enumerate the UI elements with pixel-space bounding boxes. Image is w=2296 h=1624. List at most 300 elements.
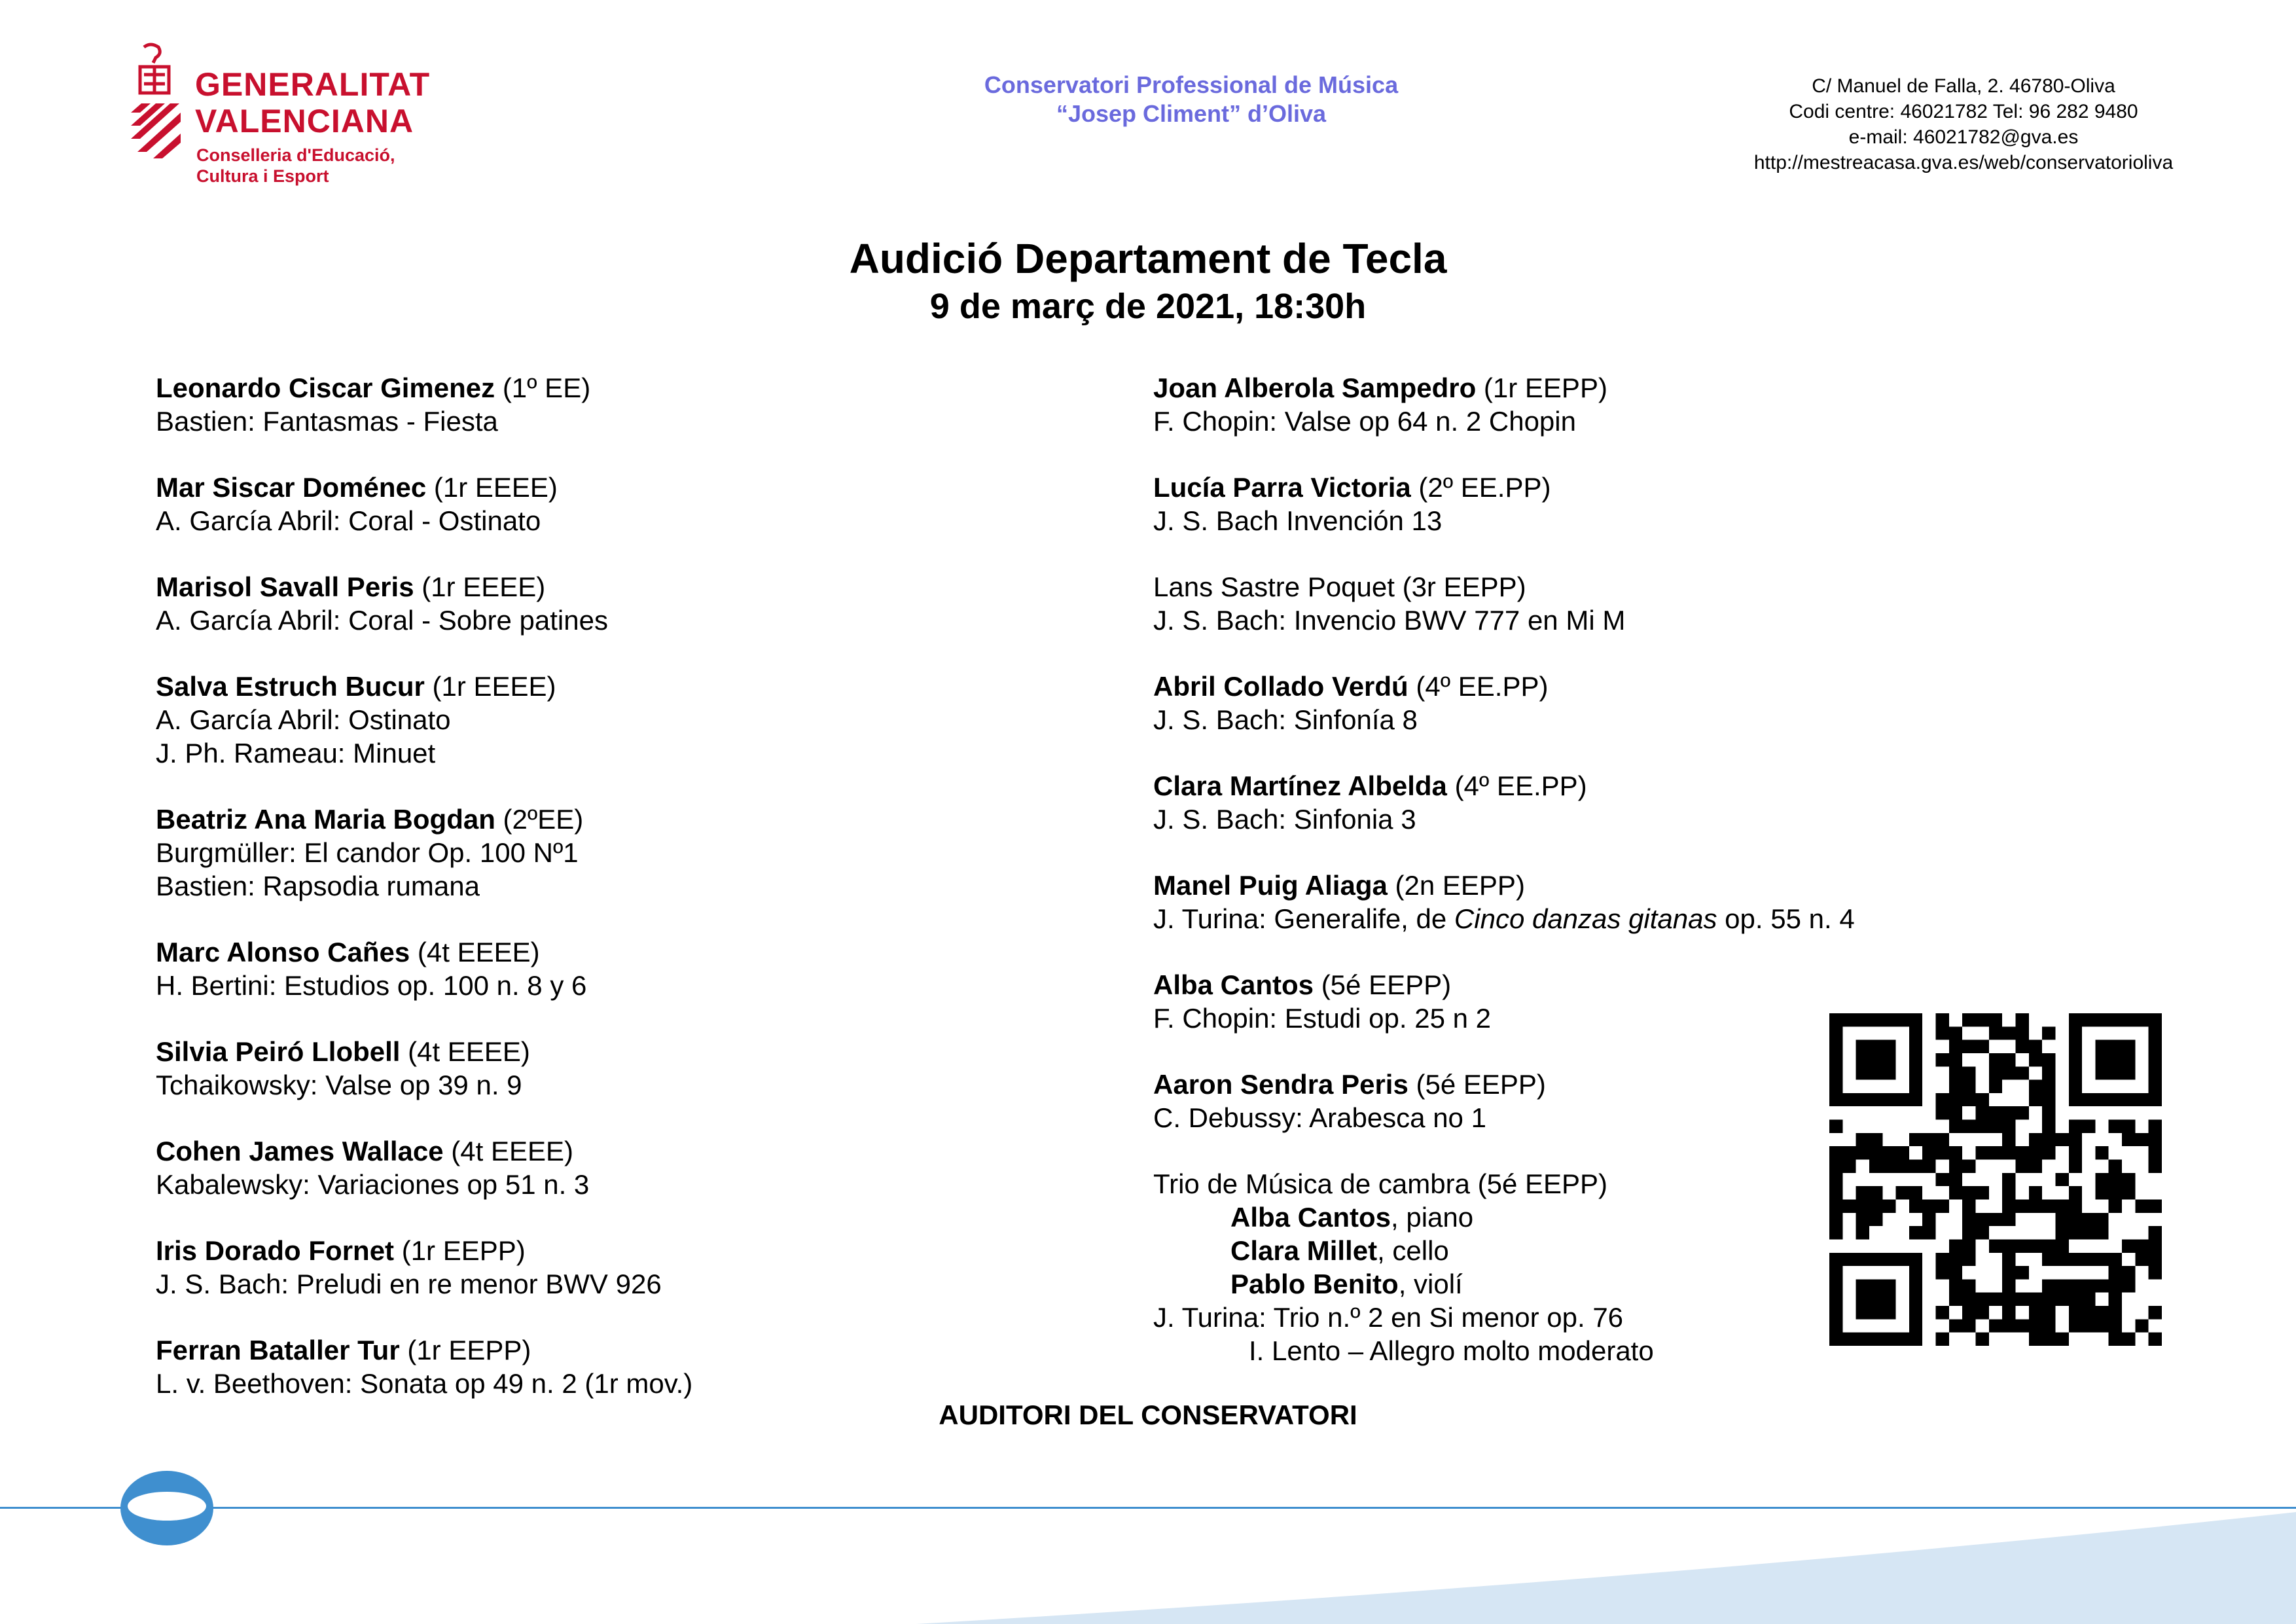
qr-module: [1829, 1120, 1842, 1133]
performer-line: [1153, 670, 2135, 703]
work-title-italic: Cinco danzas gitanas: [1454, 903, 1717, 934]
qr-module: [2109, 1186, 2122, 1199]
qr-module: [2069, 1226, 2082, 1239]
qr-module: [2069, 1133, 2082, 1146]
qr-module: [2149, 1333, 2162, 1346]
qr-module: [1962, 1319, 1975, 1332]
qr-module: [2002, 1266, 2015, 1279]
qr-module: [2002, 1279, 2015, 1292]
qr-module: [1829, 1173, 1842, 1186]
qr-module: [2082, 1226, 2095, 1239]
performer-line: [156, 935, 1111, 969]
performer-line: [1153, 371, 2135, 405]
qr-module: [2055, 1133, 2068, 1146]
qr-module: [2002, 1239, 2015, 1252]
qr-module: [1909, 1186, 1922, 1199]
qr-module: [1842, 1160, 1856, 1173]
trio-work: J. Turina: Trio n.º 2 en Si menor op. 76: [1153, 1302, 1624, 1333]
qr-module: [2069, 1319, 2082, 1332]
qr-module: [2109, 1173, 2122, 1186]
trio-heading: Trio de Música de cambra (5é EEPP): [1153, 1168, 1608, 1199]
work-line: J. Ph. Rameau: Minuet: [156, 738, 436, 768]
qr-module: [1962, 1239, 1975, 1252]
qr-module: [1922, 1213, 1935, 1226]
qr-module: [1896, 1160, 1909, 1173]
qr-module: [1949, 1279, 1962, 1292]
program-entry: [1153, 670, 2135, 736]
qr-module: [2109, 1253, 2122, 1266]
qr-module: [2029, 1093, 2042, 1106]
qr-module: [2042, 1319, 2055, 1332]
qr-module: [1976, 1146, 1989, 1159]
qr-module: [1949, 1293, 1962, 1306]
qr-module: [2149, 1160, 2162, 1173]
qr-module: [1856, 1133, 1869, 1146]
performer-line: [156, 371, 1111, 405]
qr-module: [1882, 1146, 1895, 1159]
contact-block: [1689, 73, 2238, 175]
qr-module: [1936, 1266, 1949, 1279]
qr-module: [1949, 1093, 1962, 1106]
qr-module: [2055, 1199, 2068, 1212]
performer-line: [156, 471, 1111, 504]
performer-name: Alba Cantos: [1153, 969, 1314, 1000]
performer-level: (1r EEEE): [426, 472, 558, 503]
qr-module: [1936, 1253, 1949, 1266]
work-line: J. S. Bach: Preludi en re menor BWV 926: [156, 1269, 662, 1299]
work-line: F. Chopin: Valse op 64 n. 2 Chopin: [1153, 406, 1576, 437]
qr-module: [1989, 1106, 2002, 1119]
performer-line: [1153, 570, 2135, 604]
venue-label: AUDITORI DEL CONSERVATORI: [939, 1399, 1357, 1430]
qr-module: [2015, 1293, 2028, 1306]
qr-module: [2149, 1133, 2162, 1146]
logo-department-line2: Cultura i Esport: [196, 166, 329, 186]
qr-module: [1949, 1319, 1962, 1332]
qr-module: [2109, 1199, 2122, 1212]
qr-module: [1962, 1013, 1975, 1026]
qr-module: [2082, 1319, 2095, 1332]
performer-line: [1153, 471, 2135, 504]
qr-module: [1869, 1199, 1882, 1212]
qr-module: [1869, 1186, 1882, 1199]
qr-module: [1989, 1293, 2002, 1306]
qr-module: [2069, 1279, 2082, 1292]
qr-module: [1962, 1186, 1975, 1199]
qr-module: [1936, 1093, 1949, 1106]
work-line: Kabalewsky: Variaciones op 51 n. 3: [156, 1169, 590, 1200]
work-text: op. 55 n. 4: [1717, 903, 1855, 934]
qr-module: [1842, 1146, 1856, 1159]
qr-module: [2135, 1199, 2148, 1212]
qr-module: [1976, 1306, 1989, 1319]
qr-module: [1949, 1266, 1962, 1279]
qr-module: [1949, 1026, 1962, 1039]
qr-module: [2095, 1173, 2108, 1186]
qr-module: [2122, 1279, 2135, 1292]
program-entry: [156, 1333, 1111, 1400]
performer-line: [156, 570, 1111, 604]
generalitat-logo: [131, 41, 432, 191]
qr-module: [1962, 1040, 1975, 1053]
qr-module: [1949, 1066, 1962, 1079]
work-line: H. Bertini: Estudios op. 100 n. 8 y 6: [156, 970, 587, 1001]
performer-line: [156, 803, 1111, 836]
qr-module: [1936, 1106, 1949, 1119]
qr-module: [2069, 1160, 2082, 1173]
qr-module: [2095, 1253, 2108, 1266]
qr-module: [2029, 1053, 2042, 1066]
qr-module: [1962, 1160, 1975, 1173]
qr-module: [2109, 1160, 2122, 1173]
conservatori-name: Conservatori Professional de Música: [984, 71, 1399, 98]
qr-module: [1949, 1040, 1962, 1053]
qr-module: [2082, 1293, 2095, 1306]
qr-module: [2002, 1253, 2015, 1266]
performer-name: Iris Dorado Fornet: [156, 1235, 395, 1266]
qr-module: [2135, 1239, 2148, 1252]
program-entry: [1153, 769, 2135, 836]
qr-module: [2109, 1333, 2122, 1346]
qr-module: [1989, 1120, 2002, 1133]
qr-module: [1856, 1226, 1869, 1239]
qr-module: [2042, 1146, 2055, 1159]
qr-module: [2042, 1293, 2055, 1306]
qr-module: [1842, 1199, 1856, 1212]
program-entry: [156, 670, 1111, 770]
qr-module: [2015, 1319, 2028, 1332]
trio-member-name: Alba Cantos: [1230, 1202, 1391, 1233]
work-line: Bastien: Fantasmas - Fiesta: [156, 406, 498, 437]
qr-module: [1909, 1226, 1922, 1239]
work-line: [1153, 902, 2135, 935]
qr-module: [1829, 1213, 1842, 1226]
performer-line: [156, 1035, 1111, 1068]
qr-module: [1989, 1080, 2002, 1093]
program-entry: [156, 803, 1111, 903]
performer-name: Marisol Savall Peris: [156, 571, 414, 602]
qr-module: [2055, 1333, 2068, 1346]
qr-finder-pattern: [2095, 1040, 2135, 1080]
qr-module: [2042, 1306, 2055, 1319]
qr-module: [2002, 1199, 2015, 1212]
qr-module: [2149, 1120, 2162, 1133]
qr-module: [2029, 1080, 2042, 1093]
performer-level: (2ºEE): [495, 804, 584, 835]
qr-module: [1962, 1226, 1975, 1239]
performer-line: [156, 1333, 1111, 1367]
qr-module: [2149, 1226, 2162, 1239]
performer-level: (1r EEPP): [399, 1335, 531, 1365]
qr-module: [2002, 1106, 2015, 1119]
performer-level: (1º EE): [495, 372, 591, 403]
qr-module: [1896, 1146, 1909, 1159]
qr-module: [2109, 1120, 2122, 1133]
contact-email: e-mail: 46021782@gva.es: [1848, 126, 2079, 148]
qr-module: [2122, 1120, 2135, 1133]
logo-department-line1: Conselleria d'Educació,: [196, 145, 395, 165]
qr-module: [2095, 1319, 2108, 1332]
contact-address: C/ Manuel de Falla, 2. 46780-Oliva: [1812, 75, 2115, 97]
qr-module: [1962, 1120, 1975, 1133]
qr-module: [2069, 1186, 2082, 1199]
qr-module: [1962, 1199, 1975, 1212]
qr-module: [2029, 1160, 2042, 1173]
work-line: A. García Abril: Coral - Sobre patines: [156, 605, 608, 636]
performer-level: (4t EEEE): [400, 1036, 530, 1067]
qr-module: [2029, 1133, 2042, 1146]
qr-module: [1976, 1106, 1989, 1119]
performer-name: Salva Estruch Bucur: [156, 671, 425, 702]
qr-finder-pattern: [1856, 1040, 1896, 1080]
qr-module: [2015, 1106, 2028, 1119]
qr-module: [2082, 1213, 2095, 1226]
qr-module: [2042, 1199, 2055, 1212]
qr-module: [2055, 1226, 2068, 1239]
qr-module: [1869, 1133, 1882, 1146]
qr-module: [2015, 1040, 2028, 1053]
qr-module: [2069, 1253, 2082, 1266]
performer-level: (4t EEEE): [443, 1136, 574, 1166]
trio-member-instrument: , cello: [1377, 1235, 1449, 1266]
qr-module: [1829, 1199, 1842, 1212]
qr-module: [1949, 1253, 1962, 1266]
qr-module: [2002, 1306, 2015, 1319]
program-entry: [1153, 371, 2135, 438]
qr-module: [1962, 1293, 1975, 1306]
program-left-column: [156, 371, 1111, 1433]
qr-module: [1936, 1026, 1949, 1039]
qr-module: [2122, 1239, 2135, 1252]
qr-module: [1922, 1146, 1935, 1159]
qr-module: [2042, 1133, 2055, 1146]
qr-module: [1856, 1199, 1869, 1212]
qr-module: [1949, 1146, 1962, 1159]
qr-module: [1962, 1080, 1975, 1093]
qr-module: [1989, 1066, 2002, 1079]
qr-module: [1989, 1146, 2002, 1159]
qr-module: [2082, 1279, 2095, 1292]
qr-module: [2082, 1306, 2095, 1319]
qr-module: [2122, 1173, 2135, 1186]
qr-module: [1962, 1213, 1975, 1226]
performer-level: (5é EEPP): [1314, 969, 1452, 1000]
qr-module: [2042, 1120, 2055, 1133]
qr-module: [2015, 1160, 2028, 1173]
qr-module: [1962, 1066, 1975, 1079]
qr-module: [2122, 1266, 2135, 1279]
qr-module: [2149, 1266, 2162, 1279]
qr-module: [2149, 1253, 2162, 1266]
program-entry: [156, 1035, 1111, 1102]
performer-line: [1153, 869, 2135, 902]
qr-module: [2069, 1213, 2082, 1226]
qr-module: [2002, 1026, 2015, 1039]
qr-module: [2069, 1306, 2082, 1319]
performer-name: Joan Alberola Sampedro: [1153, 372, 1477, 403]
qr-module: [2015, 1266, 2028, 1279]
qr-module: [2042, 1026, 2055, 1039]
performer-name: Silvia Peiró Llobell: [156, 1036, 401, 1067]
qr-module: [1949, 1053, 1962, 1066]
qr-module: [1856, 1146, 1869, 1159]
qr-code-icon[interactable]: [1829, 1013, 2162, 1346]
qr-module: [2095, 1279, 2108, 1292]
qr-module: [1936, 1133, 1949, 1146]
qr-module: [2015, 1026, 2028, 1039]
performer-level: (1r EEPP): [1476, 372, 1607, 403]
performer-level: (4t EEEE): [410, 937, 540, 967]
qr-module: [2029, 1333, 2042, 1346]
qr-module: [2029, 1146, 2042, 1159]
qr-module: [2055, 1239, 2068, 1252]
work-line: J. S. Bach Invención 13: [1153, 505, 1443, 536]
qr-module: [1962, 1093, 1975, 1106]
qr-module: [1989, 1053, 2002, 1066]
qr-module: [2055, 1173, 2068, 1186]
qr-module: [2122, 1333, 2135, 1346]
qr-module: [1976, 1186, 1989, 1199]
qr-module: [2095, 1213, 2108, 1226]
performer-name: Marc Alonso Cañes: [156, 937, 410, 967]
qr-module: [2095, 1186, 2108, 1199]
work-line: J. S. Bach: Invencio BWV 777 en Mi M: [1153, 605, 1626, 636]
qr-module: [1949, 1106, 1962, 1119]
contact-web: http://mestreacasa.gva.es/web/conservatorioliva: [1753, 152, 2174, 173]
qr-module: [1976, 1226, 1989, 1239]
performer-name: Abril Collado Verdú: [1153, 671, 1408, 702]
qr-module: [2002, 1133, 2015, 1146]
qr-module: [1869, 1146, 1882, 1159]
qr-module: [1936, 1199, 1949, 1212]
trio-member-instrument: , violí: [1398, 1269, 1463, 1299]
qr-module: [2122, 1186, 2135, 1199]
qr-module: [1949, 1239, 1962, 1252]
qr-module: [2015, 1199, 2028, 1212]
qr-module: [2095, 1226, 2108, 1239]
qr-module: [1949, 1160, 1962, 1173]
qr-module: [2015, 1146, 2028, 1159]
qr-module: [2082, 1120, 2095, 1133]
qr-module: [2002, 1173, 2015, 1186]
performer-line: [1153, 769, 2135, 803]
qr-finder-pattern: [1856, 1279, 1896, 1319]
footer-line: [0, 1507, 2296, 1509]
qr-module: [2109, 1279, 2122, 1292]
trio-member-name: Clara Millet: [1230, 1235, 1378, 1266]
qr-module: [1909, 1133, 1922, 1146]
qr-module: [1922, 1226, 1935, 1239]
work-line: J. S. Bach: Sinfonia 3: [1153, 804, 1416, 835]
work-line: J. S. Bach: Sinfonía 8: [1153, 704, 1418, 735]
qr-module: [1989, 1213, 2002, 1226]
performer-level: (1r EEEE): [424, 671, 556, 702]
program-entry: [1153, 471, 2135, 537]
work-line: L. v. Beethoven: Sonata op 49 n. 2 (1r mov.): [156, 1368, 693, 1399]
qr-module: [2042, 1093, 2055, 1106]
qr-module: [1922, 1199, 1935, 1212]
work-line: Tchaikowsky: Valse op 39 n. 9: [156, 1070, 522, 1100]
qr-module: [2042, 1080, 2055, 1093]
qr-module: [2109, 1293, 2122, 1306]
performer-line: [156, 1234, 1111, 1267]
work-line: A. García Abril: Ostinato: [156, 704, 451, 735]
performer-name: Cohen James Wallace: [156, 1136, 444, 1166]
qr-module: [2055, 1253, 2068, 1266]
performer-name: Leonardo Ciscar Gimenez: [156, 372, 495, 403]
performer-name: Manel Puig Aliaga: [1153, 870, 1388, 901]
performer-level: (2º EE.PP): [1410, 472, 1551, 503]
work-line: Burgmüller: El candor Op. 100 Nº1: [156, 837, 579, 868]
performer-line: [156, 670, 1111, 703]
trio-member-name: Pablo Benito: [1230, 1269, 1399, 1299]
qr-module: [1882, 1160, 1895, 1173]
qr-module: [2002, 1213, 2015, 1226]
qr-module: [2135, 1319, 2148, 1332]
qr-module: [2042, 1253, 2055, 1266]
program-entry: [156, 570, 1111, 637]
work-line: Bastien: Rapsodia rumana: [156, 871, 480, 901]
qr-module: [2055, 1293, 2068, 1306]
qr-module: [2149, 1306, 2162, 1319]
program-entry: [156, 1134, 1111, 1201]
qr-module: [2042, 1106, 2055, 1119]
performer-name: Beatriz Ana Maria Bogdan: [156, 804, 495, 835]
qr-module: [2135, 1133, 2148, 1146]
qr-module: [1989, 1239, 2002, 1252]
qr-module: [2149, 1146, 2162, 1159]
qr-module: [2082, 1253, 2095, 1266]
qr-module: [2109, 1319, 2122, 1332]
qr-module: [1922, 1160, 1935, 1173]
qr-module: [1989, 1026, 2002, 1039]
program-entry: [1153, 570, 2135, 637]
qr-module: [2002, 1319, 2015, 1332]
qr-module: [1976, 1093, 1989, 1106]
qr-module: [1829, 1146, 1842, 1159]
qr-module: [2095, 1146, 2108, 1159]
page-title: Audició Departament de Tecla: [849, 235, 1447, 282]
footer-wave-decoration: [0, 1499, 2296, 1624]
qr-module: [1829, 1186, 1842, 1199]
qr-module: [1882, 1199, 1895, 1212]
qr-module: [2002, 1120, 2015, 1133]
footer-ellipse-icon: [119, 1470, 215, 1547]
work-line: A. García Abril: Coral - Ostinato: [156, 505, 541, 536]
performer-line: [156, 1134, 1111, 1168]
qr-module: [2029, 1186, 2042, 1199]
qr-module: [2069, 1146, 2082, 1159]
program-entry: [156, 371, 1111, 438]
performer-name: Aaron Sendra Peris: [1153, 1069, 1408, 1100]
qr-module: [2069, 1120, 2082, 1133]
qr-module: [1869, 1160, 1882, 1173]
conservatori-subtitle: “Josep Climent” d’Oliva: [1056, 100, 1327, 127]
qr-module: [2095, 1306, 2108, 1319]
qr-module: [1936, 1013, 1949, 1026]
performer-name: Clara Martínez Albelda: [1153, 770, 1447, 801]
trio-movement: I. Lento – Allegro molto moderato: [1249, 1335, 1654, 1366]
conservatori-heading: [910, 71, 1473, 128]
qr-module: [1976, 1333, 1989, 1346]
qr-module: [1936, 1146, 1949, 1159]
qr-module: [2069, 1199, 2082, 1212]
qr-module: [2109, 1266, 2122, 1279]
qr-module: [1989, 1319, 2002, 1332]
trio-member-instrument: , piano: [1391, 1202, 1474, 1233]
performer-name: Mar Siscar Doménec: [156, 472, 427, 503]
performer-name: Lucía Parra Victoria: [1153, 472, 1411, 503]
